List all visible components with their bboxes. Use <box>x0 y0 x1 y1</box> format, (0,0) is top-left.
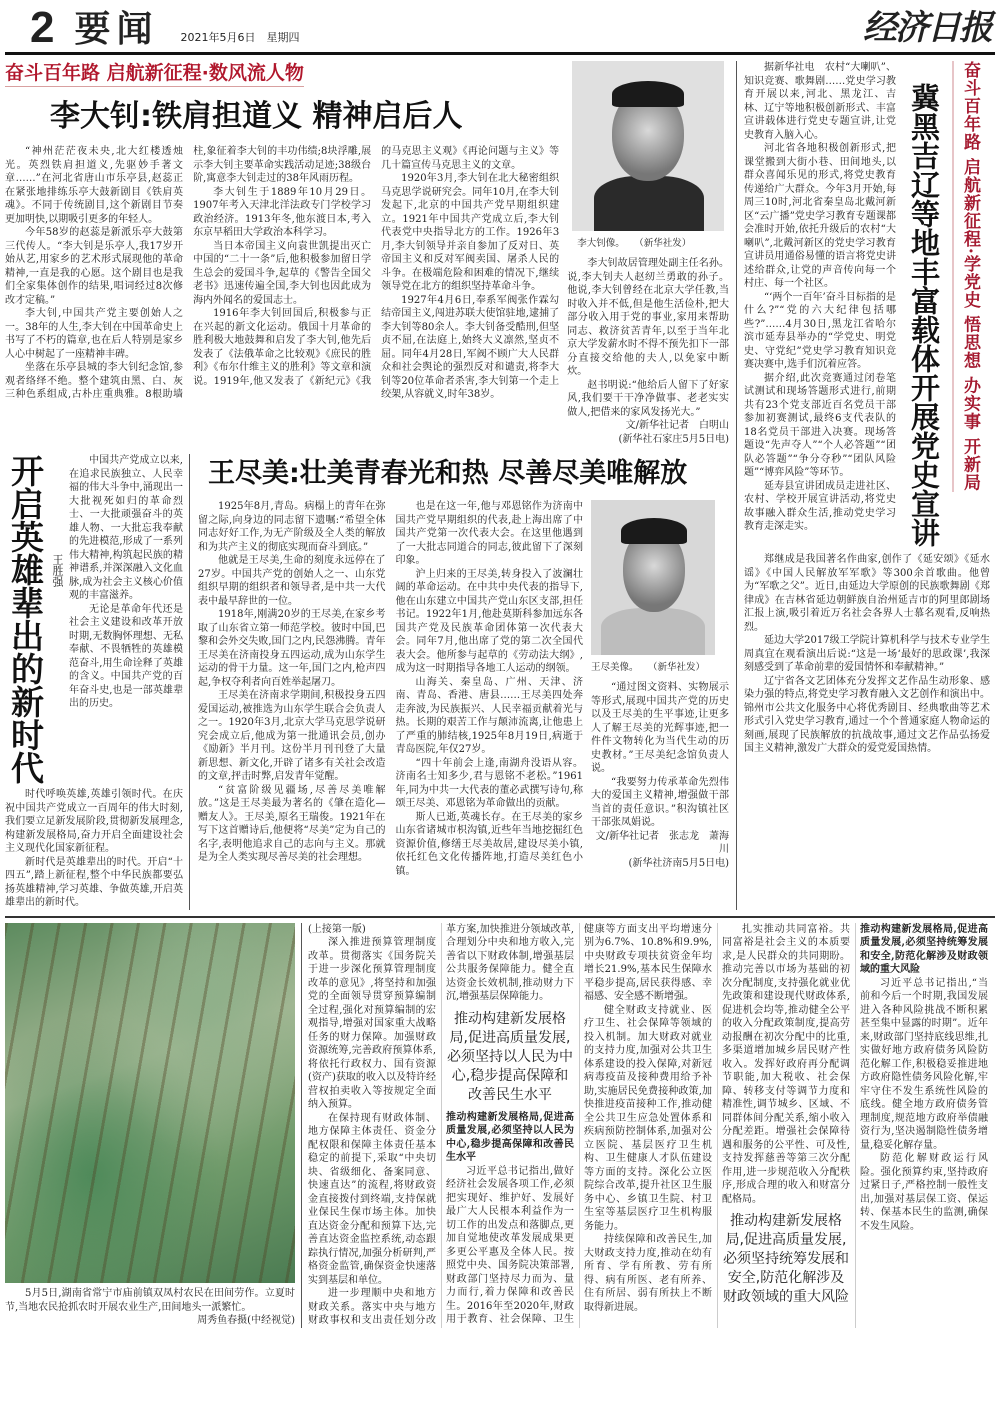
paragraph: 沪上归来的王尽美,转身投入了波澜壮阔的革命运动。在中共中央代表的指导下,他在山东建立中国共产党山东区支部,担任书记。1922年1月,他赴莫斯科参加远东各国共产党及民族革命团体第一次代表大会。同年7月,他出席了党的第二次全国代表大会。他所参与起草的《劳动法大纲》,成为这一时期指导各地工人运动的纲领。 <box>395 568 583 674</box>
article-li-dazhao-side <box>567 61 729 446</box>
column-slogan: 奋斗百年路 启航新征程·学党史 悟思想 办实事 开新局 <box>960 61 980 492</box>
paragraph: “‘两个一百年’奋斗目标指的是什么?”“党的六大纪律包括哪些?”……4月30日,黑龙江省哈尔滨市延寿县举办的“学党史、明党史、守党纪”党史学习教育知识竞赛决赛中,选手们沉着应答。 <box>744 291 896 370</box>
paragraph: “通过图文资料、实物展示等形式,展现中国共产党的历史以及王尽美的生平事迹,让更多人了解王尽美的光辉事迹,把一件件文物转化为当代生动的历史教材。”王尽美纪念馆负责人说。 <box>591 682 729 774</box>
paragraph: “贫富阶级见疆场,尽善尽美唯解放。”这是王尽美最为著名的《肇在造化—赠友人》。王尽美,原名王瑞俊。1921年在写下这首赠诗后,他便将“尽美”定为自己的名字,表明他追求自己的志向与主义。那就是为全人类实现尽善尽美的社会理想。 <box>198 784 386 863</box>
article-body-wang-jinmei <box>198 500 583 878</box>
farm-field-photo <box>5 923 295 1284</box>
paragraph: 无论是革命年代还是社会主义建设和改革开放时期,无数胸怀理想、无私奉献、不畏牺牲的英雄模范奋斗,用生命诠释了英雄的含义。中国共产党的百年奋斗史,也是一部英雄辈出的历史。 <box>69 603 183 709</box>
article-party-history <box>737 61 990 910</box>
paragraph: 斯人已逝,英魂长存。在王尽美的家乡山东省诸城市枳沟镇,近些年当地挖掘红色资源价值,修缮王尽美故居,建设尽美小镇,依托红色文化传播阵地,打造尽美红色小镇。 <box>395 811 583 877</box>
dateline: (新华社石家庄5月5日电) <box>618 433 729 445</box>
continued-note: (上接第一版) <box>308 923 366 935</box>
paragraph: 河北省各地积极创新形式,把课堂搬到大街小巷、田间地头,以群众喜闻乐见的形式,将党史教育传递给广大群众。今年3月开始,每周三10时,河北省秦皇岛北戴河新区“云广播”党史学习教育专题课都会准时开始,依托升级后的农村“大喇叭”,北戴河新区的党史学习教育宣讲员用通俗易懂的语言将党史讲述给群众,让党的声音传向每一个村庄、每一个社区。 <box>744 143 896 289</box>
paragraph: 辽宁省各文艺团体充分发挥文艺作品生动形象、感染力强的特点,将党史学习教育融入文艺创作和演出中。锦州市公共文化服务中心将优秀剧目、经典歌曲等艺术形式引入党史学习教育,通过一个个普通家庭人物命运的刻画,展现了民族解放的抗战故事,通过文艺作品弘扬爱国主义精神,激发广大群众的爱党爱国热情。 <box>744 675 990 754</box>
article-body-wang-jinmei-cont <box>591 681 729 870</box>
paragraph: 健全财政支持就业、医疗卫生、社会保障等领域的投入机制。加大财政对就业的支持力度,加强对公共卫生体系建设的投入保障,对新冠病毒疫苗及接种费用给予补助,实施居民免费接种政策,加快推进疫苗接种工作,推动健全公共卫生应急处置体系和疾病预防控制体系,加强对公立医院、基层医疗卫生机构、卫生健康人才队伍建设等方面的支持。深化公立医院综合改革,提升社区卫生服务中心、乡镇卫生院、村卫生室等基层医疗卫生机构服务能力。 <box>584 1004 712 1232</box>
article-body-li-dazhao-cont <box>567 257 729 446</box>
paragraph: 山海关、秦皇岛、广州、天津、济南、青岛、香港、唐县……王尽美四处奔走奔波,为民族振兴、人民幸福贡献着光与热。长期的艰苦工作与颠沛流离,让他患上了严重的肺结核,1925年8月19日,病逝于青岛医院,年仅27岁。 <box>395 676 583 755</box>
paragraph-lead: 推动构建新发展格局,促进高质量发展,必须坚持统筹发展和安全,防范化解涉及财政领域的重大风险 <box>860 923 988 975</box>
paragraph: 在保持现有财政体制、地方保障主体责任、资金分配权限和保障主体责任基本稳定的前提下,采取“中央切块、省级细化、备案同意、快速直达”的流程,将财政资金直接拨付到终端,支持保就业保民生保市场主体。加快直达资金分配和预算下达,完善直达资金监控系统,动态跟踪执行情况,加强分析研判,严格资金监管,确保资金快速落实到基层和单位。 <box>308 1112 436 1286</box>
paragraph-lead: 推动构建新发展格局,促进高质量发展,必须坚持以人民为中心,稳步提高保障和改善民生水平 <box>446 1111 574 1163</box>
commentary-author: 王胜强 <box>51 554 64 587</box>
article-li-dazhao-main <box>5 61 559 402</box>
paragraph: 防范化解财政运行风险。强化预算约束,坚持政府过紧日子,严格控制一般性支出,加强对基层保工资、保运转、保基本民生的监测,确保不发生风险。 <box>860 1153 988 1232</box>
finance-subhead-2: 推动构建新发展格局,促进高质量发展,必须坚持统筹发展和安全,防范化解涉及财政领域的重大风险 <box>723 1213 849 1305</box>
photo-caption-li-dazhao: 李大钊像。 （新华社发） <box>577 238 692 249</box>
paragraph: 1927年4月6日,奉系军阀张作霖勾结帝国主义,闯进苏联大使馆驻地,逮捕了李大钊等80余人。李大钊备受酷刑,但坚贞不屈,在法庭上,始终大义凛然,坚贞不屈。同年4月28日,军阀不顾广大人民群众和社会舆论的强烈反对和谴责,将李大钊等20位革命者杀害,李大钊第一个走上绞架,从容就义,时年38岁。 <box>381 294 560 400</box>
paragraph: 郑继成是我国著名作曲家,创作了《延安颂》《延水谣》《中国人民解放军军歌》等300余首歌曲。他曾为“军歌之父”。近日,由延边大学原创的民族歌舞剧《郑律成》在吉林省延边朝鲜族自治州延吉市的阿里郎剧场汇报上演,吸引着近万名社会各界人士慕名观看,反响热烈。 <box>744 554 990 633</box>
article-wang-jinmei <box>198 454 729 878</box>
article-headline-li-dazhao: 李大钊:铁肩担道义 精神启后人 <box>50 99 463 134</box>
paragraph: 新时代是英雄辈出的时代。开启“十四五”,踏上新征程,整个中华民族都要弘扬英雄精神,学习英雄、争做英雄,开启英雄辈出的新时代。 <box>5 856 183 908</box>
paragraph: 据介绍,此次竞赛通过闭卷笔试测试和现场答题形式进行,前期共有23个党支部近百名党员干部参加初赛测试,最终6支代表队的18名党员干部进入决赛。现场答题设“先声夺人”“个人必答题”“团队必答题”“争分夺秒”“团队风险题”“博弈风险”等环节。 <box>744 372 896 478</box>
paragraph: 他就是王尽美,生命的刻度永远停在了27岁。中国共产党的创始人之一、山东党组织早期的组织者和领导者,是中共一大代表中最早辞世的一位。 <box>198 555 386 607</box>
paragraph: 1920年3月,李大钊在北大秘密组织马克思学说研究会。同年10月,在李大钊发起下,北京的中国共产党早期组织建立。1921年中国共产党成立后,李大钊代表党中央指导北方的工作。1926年3月,李大钊领导并亲自参加了反对日、英帝国主义和反对军阀卖国、屠杀人民的斗争。在极端危险和困难的情况下,继续领导党在北方的组织坚持革命斗争。 <box>381 173 560 292</box>
paragraph: 坐落在乐亭县城的李大钊纪念馆,参观者络绎不绝。整个建筑由黑、白、灰三种色系组成,古朴庄重典雅。8根助墙柱,象征着李大钊的丰功伟绩;8块浮雕,展示李大钊主要革命实践活动足迹;38级台阶,寓意李大钊走过的38年风雨历程。 <box>5 146 372 400</box>
paragraph: 进一步理顺中央和地方财政关系。落实中央与地方财政事权和支出责任划分改革方案,加快推进分领域改革,合理划分中央和地方收入,完善省以下财政体制,增强基层公共服务保障能力。健全直达资金长效机制,推动财力下沉,增强基层保障能力。 <box>308 923 574 1326</box>
article-headline-wang-jinmei: 王尽美:壮美青春光和热 尽善尽美唯解放 <box>208 458 688 489</box>
paragraph: 李大钊生于1889年10月29日。1907年考入天津北洋法政专门学校学习政治经济。1913年冬,他东渡日本,考入东京早稻田大学政治本科学习。 <box>193 186 372 238</box>
dateline: (新华社济南5月5日电) <box>628 857 729 869</box>
section-title: 要闻 <box>74 8 159 50</box>
paragraph: 李大钊,中国共产党主要创始人之一。38年的人生,李大钊在中国革命史上书写了不朽的篇章,也在后人特别是家乡人心中树起了一座精神丰碑。 <box>5 308 184 360</box>
commentary-body-cont <box>5 788 183 910</box>
article-body-li-dazhao <box>5 145 559 402</box>
paragraph: 持续保障和改善民生,加大财政支持力度,推动在幼有所育、学有所教、劳有所得、病有所医、老有所养、住有所居、弱有所扶上不断取得新进展。 <box>584 1234 712 1313</box>
article-li-dazhao <box>5 61 729 446</box>
paragraph: 延边大学2017级工学院计算机科学与技术专业学生周真宜在观看演出后说:“这是一场‘最好的思政课’,我深刻感受到了革命前辈的爱国情怀和奉献精神。” <box>744 635 990 673</box>
photo-credit: 周秀鱼春摄(中经视觉) <box>197 1315 295 1326</box>
bottom-section <box>5 923 995 1328</box>
left-pane <box>5 61 737 910</box>
commentary-headline: 开启英雄辈出的新时代 <box>6 454 45 784</box>
paragraph: 中国共产党成立以来,在追求民族独立、人民幸福的伟大斗争中,涌现出一大批视死如归的革命烈士、一大批顽强奋斗的英雄人物、一大批忘我奉献的先进模范,形成了一系列伟大精神,构筑起民族的精神谱系,并深深融入文化血脉,成为社会主义核心价值观的丰富滋养。 <box>69 455 183 601</box>
portrait-li-dazhao <box>572 61 724 231</box>
paragraph: 习近平总书记指出,“当前和今后一个时期,我国发展进入各种风险挑战不断积累甚至集中显露的时期”。近年来,财政部门坚持底线思维,扎实做好地方政府债务风险防范化解工作,积极稳妥推进地方政府隐性债务风险化解,牢牢守住不发生系统性风险的底线。健全地方政府债务管理制度,规范地方政府举债融资行为,坚决遏制隐性债务增量,稳妥化解存量。 <box>860 977 988 1151</box>
paragraph: 1916年李大钊回国后,积极参与正在兴起的新文化运动。俄国十月革命的胜利极大地鼓舞和启发了李大钊,他先后发表了《法俄革命之比较观》《庶民的胜利》《布尔什维主义的胜利》等文章和演说。1919年,他又发表了《新纪元》《我的马克思主义观》《再论问题与主义》等几十篇宣传马克思主义的文章。 <box>193 146 560 387</box>
issue-date: 2021年5月6日 星期四 <box>180 31 300 44</box>
paragraph: 延寿县宣讲团成员走进社区、农村、学校开展宣讲活动,将党史故事融入群众生活,推动党史学习教育走深走实。 <box>744 480 896 532</box>
paragraph: 1925年8月,青岛。病榻上的青年在弥留之际,向身边的同志留下遗嘱:“希望全体同志好好工作,为无产阶级及全人类的解放和为共产主义的彻底实现而奋斗到底。” <box>198 501 386 553</box>
paragraph: 深入推进预算管理制度改革。贯彻落实《国务院关于进一步深化预算管理制度改革的意见》,将坚持和加强党的全面领导贯穿预算编制全过程,强化对预算编制的宏观指导,增强对国家重大战略任务的财力保障。加强财政资源统筹,完善政府预算体系,将依托行政权力、国有资源(资产)获取的收入以及特许经营权拍卖收入等按规定全面纳入预算。 <box>308 937 436 1110</box>
paragraph: 也是在这一年,他与邓恩铭作为济南中国共产党早期组织的代表,赴上海出席了中国共产党第一次代表大会。在这里他遇到了一大批志同道合的同志,彼此留下了深刻印象。 <box>395 501 583 566</box>
paragraph: 据新华社电 农村“大喇叭”、知识竞赛、歌舞剧……党史学习教育开展以来,河北、黑龙江、吉林、辽宁等地积极创新形式、丰富宣讲载体进行党史专题宣讲,让党史教育入脑入心。 <box>744 62 896 141</box>
paragraph: 扎实推动共同富裕。共同富裕是社会主义的本质要求,是人民群众的共同期盼。推动完善以市场为基础的初次分配制度,支持强化就业优先政策和建设现代财政体系,促进机会均等,推动健全公平的收入分配政策制度,提高劳动报酬在初次分配中的比重,多渠道增加城乡居民财产性收入。发挥好政府再分配调节职能,加大税收、社会保障、转移支付等调节力度和精准性,调节城乡、区域、不同群体间分配关系,缩小收入分配差距。增强社会保障待遇和服务的公平性、可及性,支持发挥慈善等第三次分配作用,进一步规范收入分配秩序,形成合理的收入和财富分配格局。 <box>722 923 850 1205</box>
commentary <box>5 454 190 910</box>
column-banner: 奋斗百年路 启航新征程·数风流人物 <box>5 61 304 87</box>
paragraph: 1918年,刚满20岁的王尽美,在家乡考取了山东省立第一师范学校。彼时中国,巴黎和会外交失败,国门之内,民怨沸腾。青年王尽美在济南投身五四运动,成为山东学生运动的骨干力量。这一年,国门之内,枪声四起,争权夺利者向百姓举起屠刀。 <box>198 609 386 688</box>
article-headline-party-history: 冀黑吉辽等地丰富载体开展党史宣讲 <box>907 83 941 547</box>
paragraph: “四十年前会上逢,南湖舟没语从容。济南名士知多少,君与恩铭不老松。”1961年,同为中共一大代表的董必武撰写诗句,称颂王尽美、邓恩铭为革命做出的贡献。 <box>395 757 583 809</box>
page-header <box>5 0 995 55</box>
page-number: 2 <box>30 3 55 52</box>
bottom-photo-column <box>5 923 302 1328</box>
paragraph: 今年58岁的赵蕊是新派乐亭大鼓第三代传人。“李大钊是乐亭人,我17岁开始从艺,用家乡的艺术形式展现他的革命精神,一直是我的心愿。这个剧目也是我们全家集体创作的结果,唱词经过8次修改才定稿。” <box>5 227 184 306</box>
paragraph: 李大钊故居管理处副主任名孙。说,李大钊夫人赵纫兰勇敢的孙子。他说,李大钊曾经在北京大学任教,当时收入并不低,但是他生活俭朴,把大部分收入用于党的事业,家用来帮助同志、救济贫苦青年,以至于当年北京大学发薪水时不得不预先扣下一部分直接交给他的夫人,以免家中断炊。 <box>567 258 729 377</box>
finance-subhead-1: 推动构建新发展格局,促进高质量发展,必须坚持以人民为中心,稳步提高保障和改善民生水平 <box>447 1010 573 1103</box>
portrait-wang-jinmei <box>591 500 715 655</box>
section-rule <box>5 916 995 918</box>
paragraph: 赵书明说:“他给后人留下了好家风,我们要干干净净做事、老老实实做人,把借来的家风发扬光大。” <box>567 379 729 418</box>
article-body-party-history-cont <box>744 553 990 756</box>
photo-caption-wang-jinmei: 王尽美像。 （新华社发） <box>591 662 706 673</box>
top-section <box>5 61 995 910</box>
row-commentary-wang <box>5 454 729 910</box>
commentary-body <box>69 454 183 711</box>
article-wang-jinmei-side <box>591 500 729 870</box>
article-body-party-history <box>744 61 896 534</box>
paragraph: 习近平总书记指出,做好经济社会发展各项工作,必须把实现好、维护好、发展好最广大人民根本利益作为一切工作的出发点和落脚点,更加自觉地使改革发展成果更多更公平惠及全体人民。按照党中央、国务院决策部署,财政部门坚持尽力而为、量力而行,着力保障和改善民生。2016年至2020年,财政用于教育、社会保障、卫生健康等方面支出平均增速分别为6.7%、10.8%和9.9%,中央财政专项扶贫资金年均增长21.9%,基本民生保障水平稳步提高,居民获得感、幸福感、安全感不断增强。 <box>446 923 712 1325</box>
paragraph: 当日本帝国主义向袁世凯提出灭亡中国的“二十一条”后,他积极参加留日学生总会的爱国斗争,起草的《警告全国父老书》迅速传遍全国,李大钊也因此成为海内外闻名的爱国志士。 <box>193 240 372 306</box>
byline: 文/新华社记者 白明山 <box>625 420 729 431</box>
paragraph: “我要努力传承革命先烈伟大的爱国主义精神,增强做干部当首的责任意识。”积沟镇社区干部张凤娟说。 <box>591 776 729 828</box>
paragraph: 王尽美在济南求学期间,积极投身五四爱国运动,被推选为山东学生联合会负责人之一。1920年3月,北京大学马克思学说研究会成立后,他成为第一批通讯会员,创办《励新》半月刊。这份半月刊刊登了大量新思想、新文化,开辟了诸多有关社会改造的文章,抨击时弊,启发青年觉醒。 <box>198 690 386 782</box>
caption-text: 5月5日,湖南省常宁市庙前镇双凤村农民在田间劳作。立夏时节,当地农民抢抓农时开展农业生产,田间地头一派繁忙。 <box>5 1288 295 1313</box>
byline: 文/新华社记者 张志龙 萧海川 <box>595 830 729 855</box>
newspaper-logo: 经济日报 <box>863 8 991 48</box>
bottom-photo-caption <box>5 1287 295 1328</box>
paragraph: “神州茫茫夜未央,北大红楼透烛光。英烈铁肩担道义,先驱妙手著文章……”在河北省唐山市乐亭县,赵蕊正在紧张地排练乐亭大鼓新剧目《铁肩英魂》。不同于传统剧目,这个新剧目节奏更加明快,以期吸引更多的年轻人。 <box>5 146 184 225</box>
paragraph: 时代呼唤英雄,英雄引领时代。在庆祝中国共产党成立一百周年的伟大时刻,我们要立足新发展阶段,贯彻新发展理念,构建新发展格局,奋力开启全面建设社会主义现代化国家新征程。 <box>5 789 183 854</box>
finance-article <box>308 923 988 1328</box>
